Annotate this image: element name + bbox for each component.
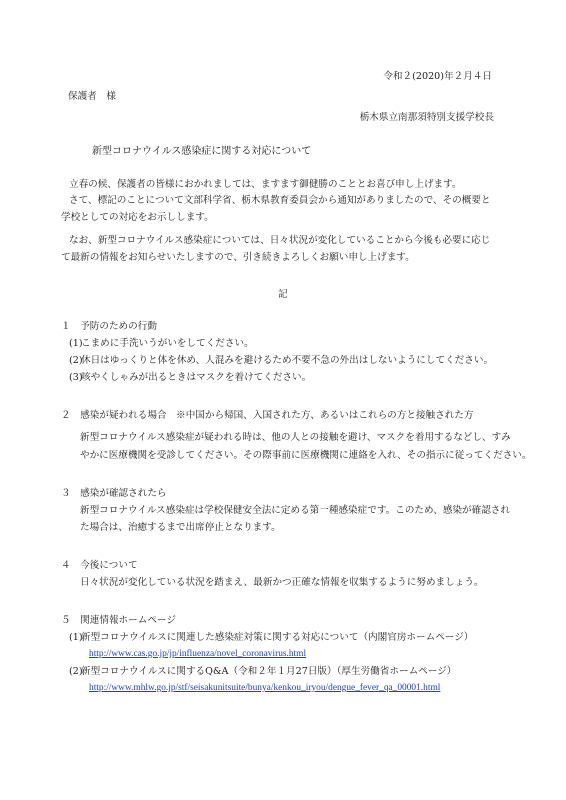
- list-item: (2)休日はゆっくりと体を休め、人混みを避けるため不要不急の外出はしないようにしてください。: [69, 355, 494, 366]
- section-3-body-line-2: た場合は、治癒するまで出席停止となります。: [80, 522, 281, 533]
- section-2-heading: [61, 411, 474, 421]
- recipient: 保護者 様: [68, 91, 116, 102]
- list-item: (3)咳やくしゃみが出るときはマスクを着けてください。: [69, 372, 312, 383]
- section-4-body-line-1: 日々状況が変化している状況を踏まえ、最新かつ正確な情報を収集するように努めましょう。: [80, 577, 484, 588]
- section-4-heading: [61, 561, 138, 571]
- ki-marker: 記: [278, 289, 288, 300]
- link-cas-influenza[interactable]: http://www.cas.go.jp/jp/influenza/novel_coronavirus.html: [89, 649, 307, 659]
- section-number: １: [61, 321, 71, 332]
- section-number: ３: [61, 488, 71, 499]
- section-title: 今後について: [80, 560, 138, 571]
- list-item: (2)新型コロナウイルスに関するQ&A（令和２年１月27日版）（厚生労働省ホームページ）: [69, 666, 457, 677]
- section-title: 感染が疑われる場合 ※中国から帰国、入国された方、あるいはこれらの方と接触された方: [80, 410, 474, 421]
- section-title: 予防のための行動: [80, 321, 157, 332]
- section-number: ５: [61, 615, 71, 626]
- sender: 栃木県立南那須特別支援学校長: [359, 112, 494, 123]
- issue-date: 令和２(2020)年２月４日: [383, 71, 492, 82]
- section-3-body-line-1: 新型コロナウイルス感染症は学校保健安全法に定める第一種感染症です。このため、感染が確認され: [80, 505, 510, 516]
- intro-paragraph-1: 立春の候、保護者の皆様におかれましては、ますます御健勝のこととお喜び申し上げます。: [69, 179, 462, 190]
- section-2-body-line-1: 新型コロナウイルス感染症が疑われる時は、他の人との接触を避け、マスクを着用するなどし、すみ: [80, 432, 511, 443]
- link-mhlw-qa[interactable]: http://www.mhlw.go.jp/stf/seisakunitsuite/bunya/kenkou_iryou/dengue_fever_qa_00001.html: [89, 683, 441, 693]
- section-1-heading: [61, 322, 157, 332]
- section-title: 関連情報ホームページ: [80, 615, 176, 626]
- section-number: ４: [61, 560, 71, 571]
- section-5-heading: [61, 616, 176, 626]
- section-title: 感染が確認されたら: [80, 488, 167, 499]
- intro-paragraph-3-line-1: なお、新型コロナウイルス感染症については、日々状況が変化していることから今後も必要に応じ: [69, 235, 491, 246]
- section-number: ２: [61, 410, 71, 421]
- intro-paragraph-2-line-1: さて、標記のことについて文部科学省、栃木県教育委員会から通知がありましたので、その概要と: [69, 195, 491, 206]
- list-item: (1)新型コロナウイルスに関連した感染症対策に関する対応について（内閣官房ホームページ）: [69, 632, 474, 643]
- intro-paragraph-3-line-2: て最新の情報をお知らせいたしますので、引き続きよろしくお願い申し上げます。: [61, 252, 415, 263]
- section-2-body-line-2: やかに医療機関を受診してください。その際事前に医療機関に連絡を入れ、その指示に従ってください。: [80, 450, 532, 461]
- section-3-heading: [61, 489, 167, 499]
- document-title: 新型コロナウイルス感染症に関する対応について: [92, 146, 312, 157]
- list-item: (1)こまめに手洗いうがいをしてください。: [69, 338, 254, 349]
- intro-paragraph-2-line-2: 学校としての対応をお示しします。: [61, 212, 214, 223]
